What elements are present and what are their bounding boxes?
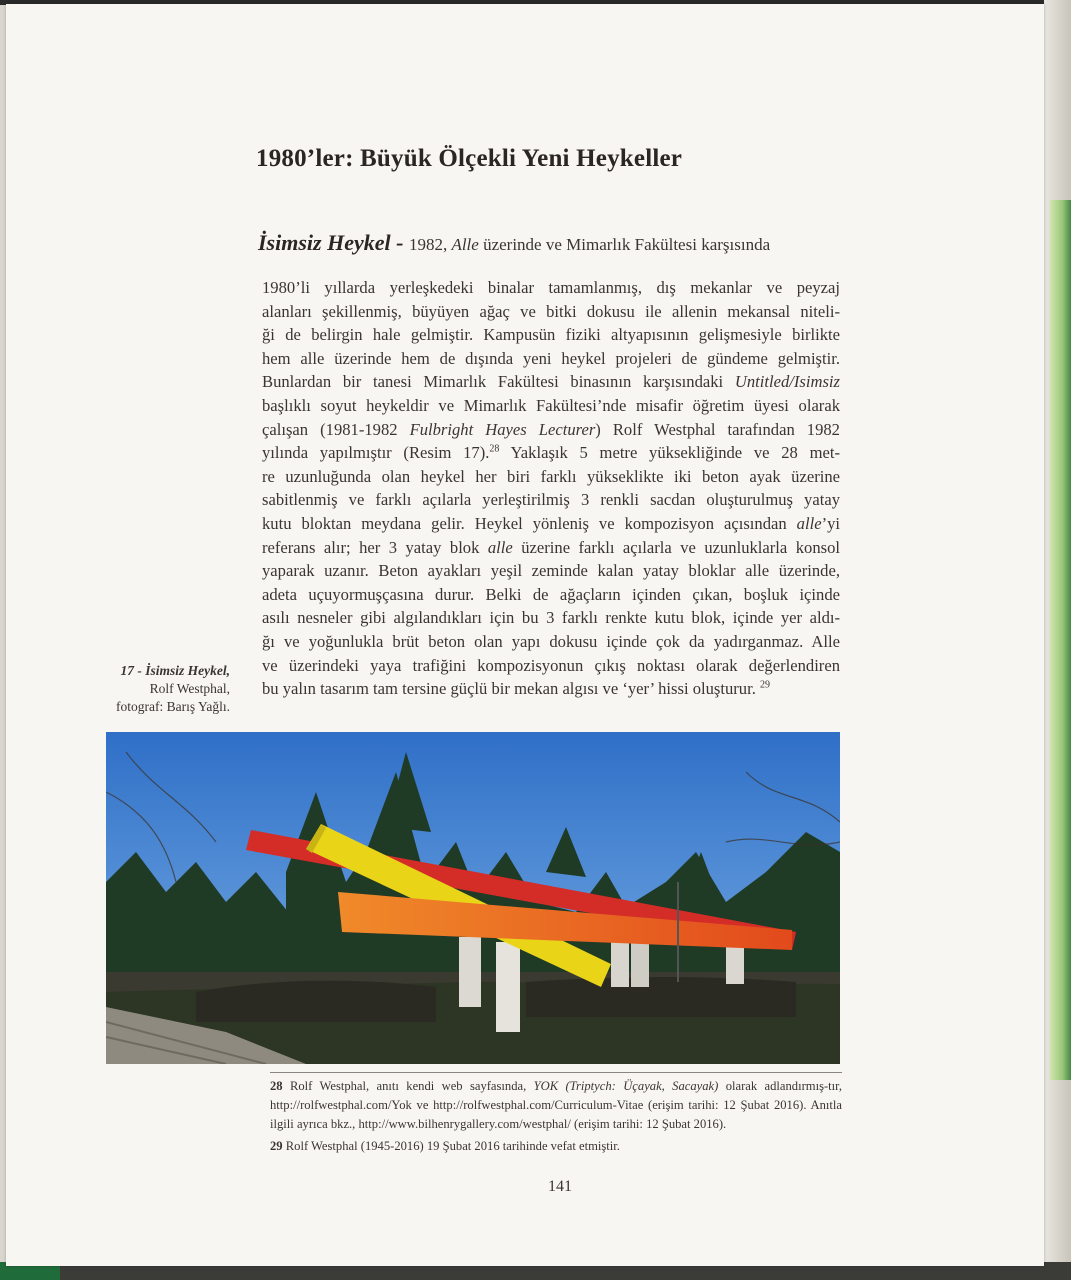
body-text-run: çalışan (1981-1982 [262,419,410,439]
footnote-28 [270,1077,842,1134]
caption-photographer: fotograf: Barış Yağlı. [116,699,230,714]
body-line: hem alle üzerinde hem de dışında yeni heykel projeleri de gündeme gelmiştir. [262,348,840,368]
artwork-location: üzerinde ve Mimarlık Fakültesi karşısında [478,235,771,254]
body-italic-run: Fulbright Hayes Lecturer [409,419,596,439]
section-heading: 1980’ler: Büyük Ölçekli Yeni Heykeller [256,145,683,172]
body-text-run: Yaklaşık 5 metre yüksekliğinde ve 28 met- [499,443,840,463]
body-line: başlıklı soyut heykeldir ve Mimarlık Fakültesi’nde misafir öğretim üyesi olarak [262,395,840,415]
artwork-subheading [258,230,858,256]
body-line: yaparak uzanır. Beton ayakları yeşil zeminde kalan yatay bloklar alle üzerinde, [262,561,840,581]
artwork-year: 1982, [408,235,452,254]
body-line [262,370,840,394]
footnote-text: Rolf Westphal, anıtı kendi web sayfasında, [282,1079,534,1093]
concrete-leg [496,942,520,1032]
body-italic-run: alle [487,537,513,557]
body-text-run: ’yi [821,513,840,533]
body-italic-run: Untitled/Isimsiz [734,372,840,392]
artwork-title: İsimsiz Heykel [258,230,391,255]
footnote-ref-29[interactable]: 29 [760,679,771,691]
concrete-leg [726,944,744,984]
footnote-divider [270,1072,842,1073]
title-separator: - [390,230,409,255]
figure-caption [96,662,230,716]
footnote-text: Rolf Westphal (1945-2016) 19 Şubat 2016 tarihinde vefat etmiştir. [282,1139,620,1153]
footnote-number: 29 [270,1139,283,1153]
hedge [526,977,796,1017]
body-line: ğı ve yoğunlukla brüt beton olan yapı dokusu içinde çok da yadırganmaz. Alle [262,631,840,651]
body-text-run: Bunlardan bir tanesi Mimarlık Fakültesi binasının karşısındaki [262,372,735,392]
body-line: ve üzerindeki yaya trafiğini kompozisyonun çıkış noktası olarak değerlendiren [262,655,840,675]
page-number: 141 [548,1178,572,1195]
caption-artist: Rolf Westphal, [149,681,230,696]
body-line [262,512,840,536]
body-text-run: ) Rolf Westphal tarafından 1982 [595,419,840,439]
artwork-place-italic: Alle [451,235,479,254]
body-line: adeta uçuyormuşçasına durur. Belki de ağaçların içinden çıkan, boşluk içinde [262,584,840,604]
footnote-italic: YOK (Triptych: Üçayak, Sacayak) [533,1079,719,1093]
photo-illustration [106,732,840,1064]
sculpture-photograph [106,732,840,1064]
footnote-text: olarak adlandırmış-tır, http://rolfwestphal.com/Yok ve http://rolfwestphal.com/Curriculum-Vitae (erişim tarihi: 12 Şubat 2016). Anıtla ilgili ayrıca bkz., http://www.bilhenrygallery.com/westphal/ (erişim tarihi: 12 Şubat 2016). [270,1079,842,1131]
body-line [262,441,840,465]
footnote-29 [270,1137,842,1156]
concrete-leg [459,937,481,1007]
footnote-number: 28 [270,1079,283,1093]
body-line [262,536,840,560]
body-paragraph [262,276,840,701]
body-line: asılı nesneler gibi algılandıkları için bu 3 farklı renkte kutu blok, içinde yer aldı- [262,608,840,628]
caption-title: 17 - İsimsiz Heykel, [120,663,230,678]
footnote-ref-28[interactable]: 28 [489,443,500,455]
body-line: re uzunluğunda olan heykel her biri farklı yükseklikte iki beton ayak üzerine [262,466,840,486]
hedge [196,981,436,1022]
body-line: ği de belirgin hale gelmiştir. Kampusün fiziki altyapısının gelişmesiyle birlikte [262,325,840,345]
body-text-run: referans alır; her 3 yatay blok [262,537,488,557]
footnotes [270,1077,842,1159]
body-line [262,418,840,442]
body-line: alanları şekillenmiş, büyüyen ağaç ve bitki dokusu ile allenin mekansal niteli- [262,301,840,321]
body-text-run: kutu bloktan meydana gelir. Heykel yönleniş ve kompozisyon açısından [262,513,797,533]
body-line [262,677,840,701]
body-line: sabitlenmiş ve farklı açılarla yerleştirilmiş 3 renkli sacdan oluşturulmuş yatay [262,490,840,510]
body-text-run: üzerine farklı açılarla ve uzunluklarla konsol [512,537,840,557]
body-italic-run: alle [796,513,822,533]
body-text-run: bu yalın tasarım tam tersine güçlü bir mekan algısı ve ‘yer’ hissi oluşturur. [262,679,756,699]
body-line: 1980’li yıllarda yerleşkedeki binalar tamamlanmış, dış mekanlar ve peyzaj [262,278,840,297]
book-cover-edge [1050,200,1071,1080]
concrete-leg [611,937,629,987]
concrete-leg [631,937,649,987]
body-text-run: yılında yapılmıştır (Resim 17). [262,443,490,463]
